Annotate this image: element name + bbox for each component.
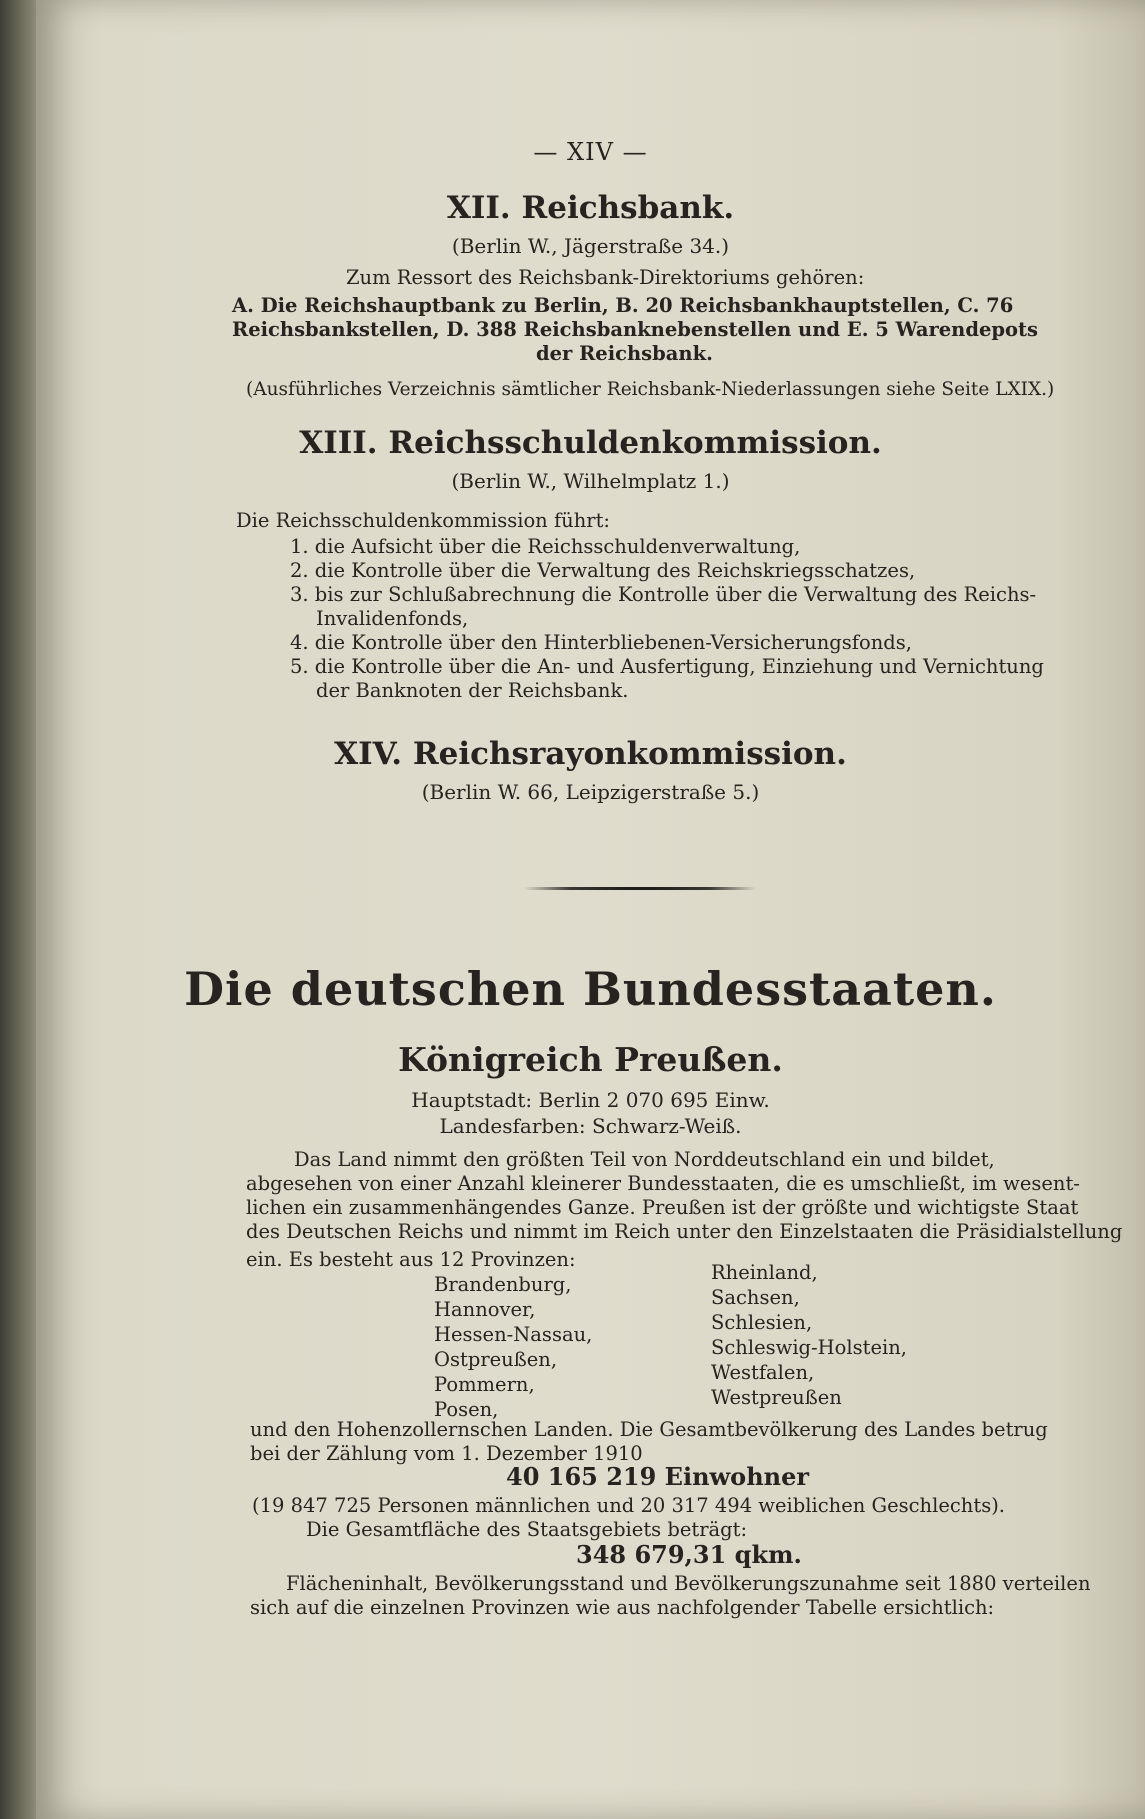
province-name: Westfalen, (711, 1361, 815, 1384)
reichsbank-line: Reichsbankstellen, D. 388 Reichsbanknebenstellen und E. 5 Warendepots (232, 318, 1038, 341)
list-item: 5. die Kontrolle über die An- und Ausfertigung, Einziehung und Vernichtung (290, 655, 1044, 678)
chapter-title: Die deutschen Bundesstaaten. (184, 962, 997, 1016)
area-intro: Die Gesamtfläche des Staatsgebiets beträgt: (306, 1518, 748, 1541)
area-total: 348 679,31 qkm. (576, 1540, 802, 1569)
section-divider (524, 887, 756, 890)
list-item-continued: der Banknoten der Reichsbank. (316, 679, 629, 702)
section-address-reichsbank: (Berlin W., Jägerstraße 34.) (451, 234, 730, 258)
closing-line: Flächeninhalt, Bevölkerungsstand und Bevölkerungszunahme seit 1880 verteilen (286, 1572, 1091, 1595)
section-title-reichsschulden: XIII. Reichsschuldenkommission. (299, 425, 882, 461)
province-name: Schleswig-Holstein, (711, 1336, 907, 1359)
province-name: Rheinland, (711, 1261, 818, 1284)
paragraph-line: ein. Es besteht aus 12 Provinzen: (246, 1248, 576, 1271)
section-title-reichsbank: XII. Reichsbank. (446, 190, 735, 226)
colors-line: Landesfarben: Schwarz-Weiß. (439, 1114, 742, 1138)
province-name: Westpreußen (711, 1386, 842, 1409)
book-gutter (0, 0, 36, 1819)
list-item: 4. die Kontrolle über den Hinterbliebenen-Versicherungsfonds, (290, 631, 912, 654)
provinces-right-column (711, 1260, 907, 1410)
reichsbank-line: der Reichsbank. (536, 342, 713, 365)
capital-line: Hauptstadt: Berlin 2 070 695 Einw. (411, 1088, 770, 1112)
province-name: Ostpreußen, (434, 1348, 558, 1371)
page-number: — XIV — (533, 138, 648, 166)
list-item: 1. die Aufsicht über die Reichsschuldenverwaltung, (290, 535, 801, 558)
list-item: 3. bis zur Schlußabrechnung die Kontrolle über die Verwaltung des Reichs- (290, 583, 1037, 606)
list-item-continued: Invalidenfonds, (316, 607, 469, 630)
paragraph-line: abgesehen von einer Anzahl kleinerer Bundesstaaten, die es umschließt, im wesent- (246, 1172, 1080, 1195)
section-title-reichsrayon: XIV. Reichsrayonkommission. (334, 736, 847, 772)
population-total: 40 165 219 Einwohner (506, 1462, 809, 1491)
section-address-reichsschulden: (Berlin W., Wilhelmplatz 1.) (451, 469, 730, 493)
paragraph-line: des Deutschen Reichs und nimmt im Reich unter den Einzelstaaten die Präsidialstellung (246, 1220, 1123, 1243)
paragraph-line: Das Land nimmt den größten Teil von Norddeutschland ein und bildet, (294, 1148, 995, 1171)
gender-breakdown: (19 847 725 Personen männlichen und 20 317 494 weiblichen Geschlechts). (252, 1494, 1006, 1517)
section-intro-reichsschulden: Die Reichsschuldenkommission führt: (236, 509, 611, 532)
provinces-left-column (434, 1272, 592, 1422)
province-name: Brandenburg, (434, 1273, 572, 1296)
paragraph-line: bei der Zählung vom 1. Dezember 1910 (250, 1442, 643, 1465)
reichsbank-line: A. Die Reichshauptbank zu Berlin, B. 20 Reichsbankhauptstellen, C. 76 (232, 294, 1014, 317)
province-name: Hessen-Nassau, (434, 1323, 593, 1346)
province-name: Posen, (434, 1398, 499, 1421)
paragraph-line: und den Hohenzollernschen Landen. Die Gesamtbevölkerung des Landes betrug (250, 1418, 1048, 1441)
kingdom-title: Königreich Preußen. (398, 1040, 783, 1079)
section-intro-reichsbank: Zum Ressort des Reichsbank-Direktoriums gehören: (346, 266, 865, 289)
province-name: Hannover, (434, 1298, 536, 1321)
closing-line: sich auf die einzelnen Provinzen wie aus nachfolgender Tabelle ersichtlich: (250, 1596, 995, 1619)
province-name: Sachsen, (711, 1286, 800, 1309)
reichsbank-note: (Ausführliches Verzeichnis sämtlicher Reichsbank-Niederlassungen siehe Seite LXIX.) (246, 379, 1055, 400)
province-name: Pommern, (434, 1373, 535, 1396)
book-page (36, 0, 1145, 1819)
section-address-reichsrayon: (Berlin W. 66, Leipzigerstraße 5.) (421, 780, 760, 804)
paragraph-line: lichen ein zusammenhängendes Ganze. Preußen ist der größte und wichtigste Staat (246, 1196, 1079, 1219)
province-name: Schlesien, (711, 1311, 813, 1334)
list-item: 2. die Kontrolle über die Verwaltung des Reichskriegsschatzes, (290, 559, 916, 582)
